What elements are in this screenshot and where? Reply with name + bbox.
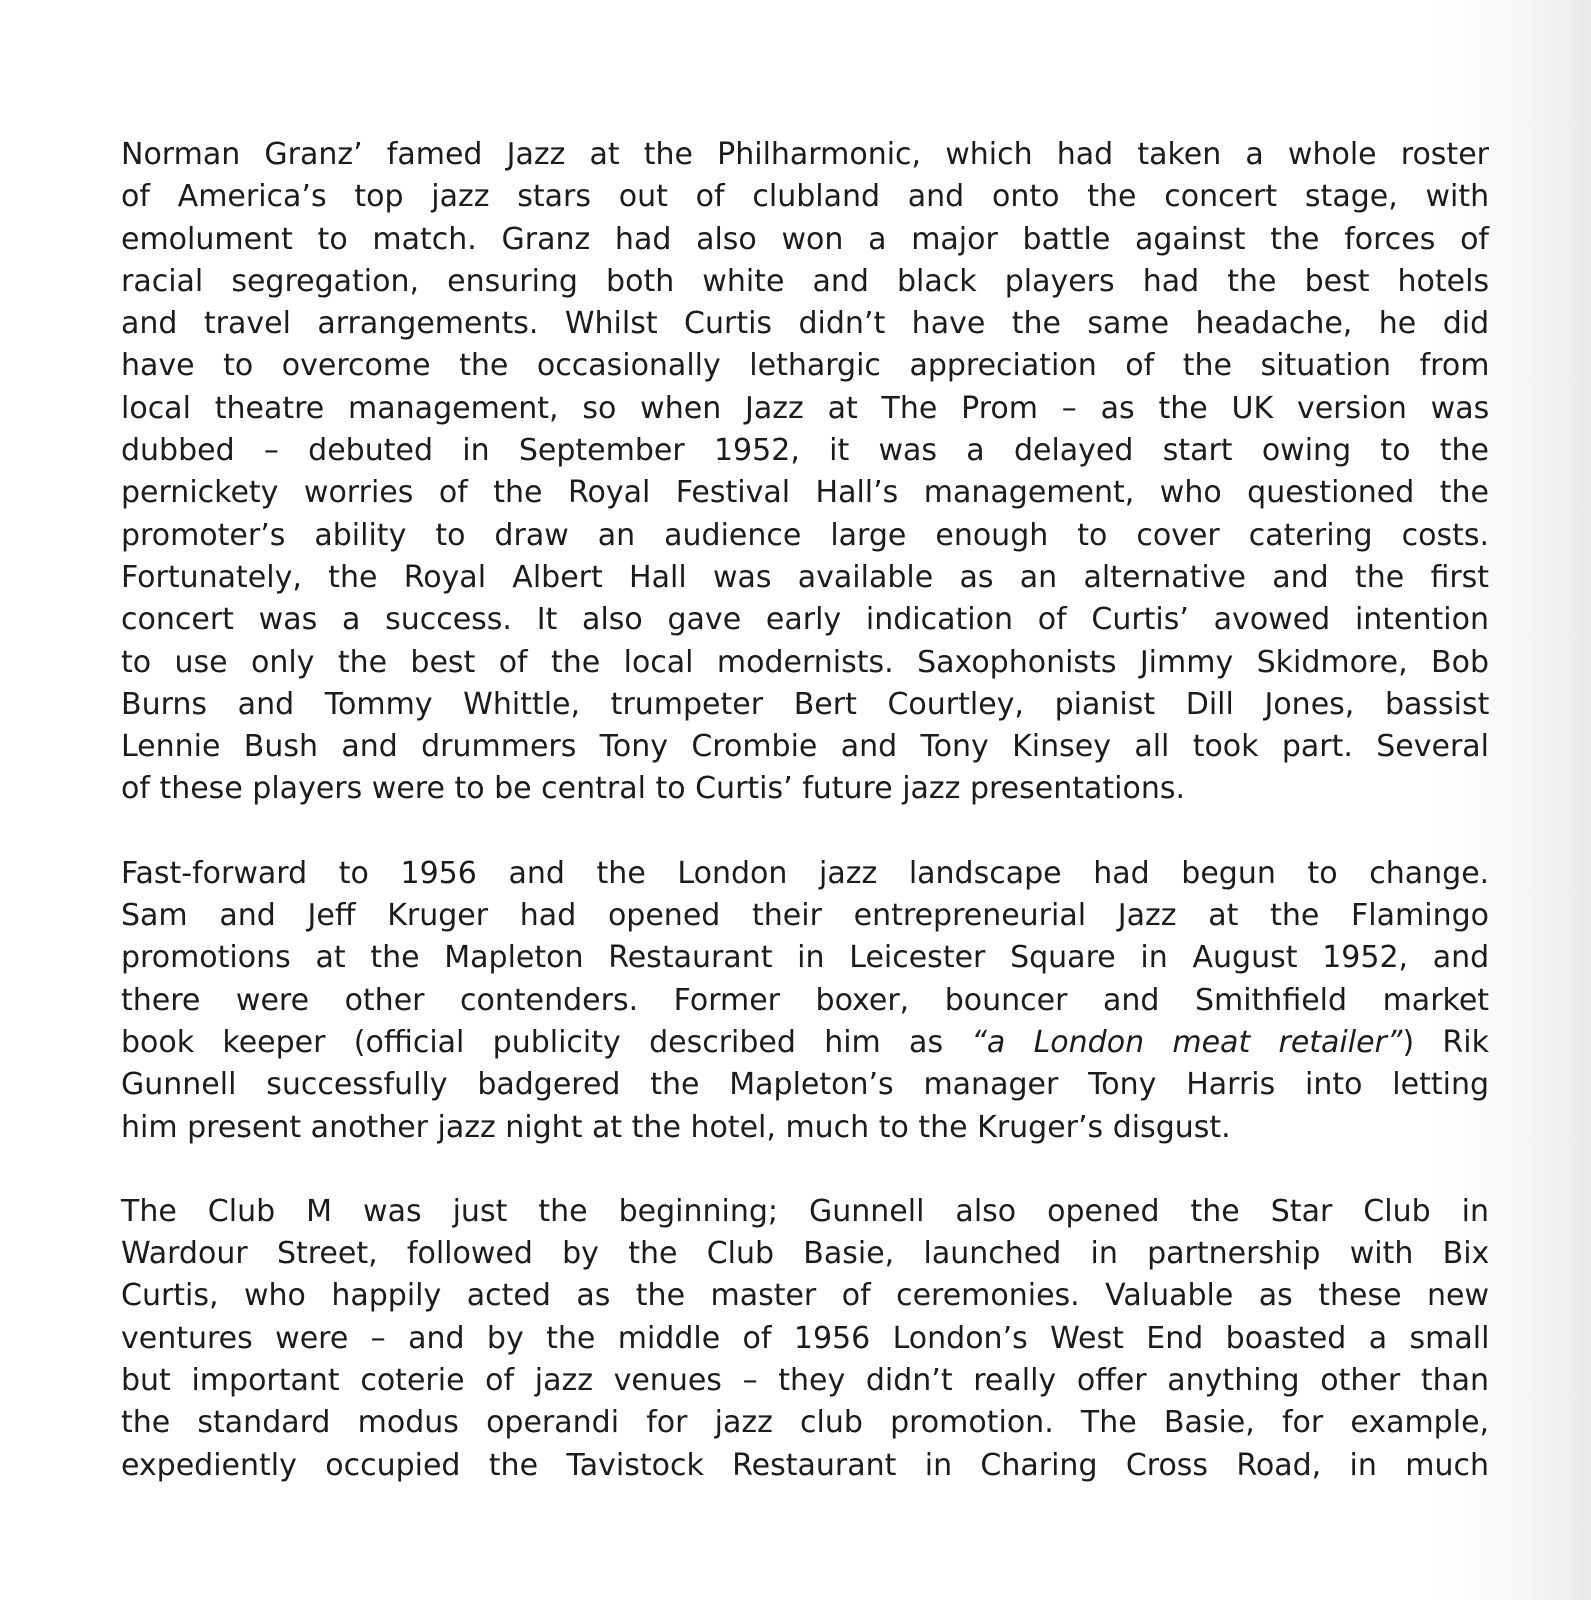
text-line: him present another jazz night at the hotel, much to the Kruger’s disgust. (121, 1109, 1231, 1145)
text-line-with-quote (121, 1022, 1489, 1064)
text-line: Wardour Street, followed by the Club Basie, launched in partnership with Bix (121, 1236, 1490, 1272)
text-line: ventures were – and by the middle of 1956 London’s West End boasted a small (121, 1320, 1490, 1356)
paragraph-3 (121, 1191, 1489, 1487)
body-text (121, 134, 1489, 1487)
text-fragment: ) Rik (1402, 1024, 1489, 1060)
text-line: local theatre management, so when Jazz at The Prom – as the UK version was (121, 390, 1490, 426)
text-line: Sam and Jeff Kruger had opened their entrepreneurial Jazz at the Flamingo (121, 898, 1489, 934)
text-line: but important coterie of jazz venues – they didn’t really offer anything other than (121, 1363, 1489, 1399)
text-line: have to overcome the occasionally lethargic appreciation of the situation from (121, 348, 1490, 384)
text-line: of America’s top jazz stars out of clubland and onto the concert stage, with (121, 179, 1490, 215)
text-line: of these players were to be central to Curtis’ future jazz presentations. (121, 771, 1186, 807)
text-line: Curtis, who happily acted as the master of ceremonies. Valuable as these new (121, 1278, 1490, 1314)
text-line: and travel arrangements. Whilst Curtis didn’t have the same headache, he did (121, 306, 1490, 342)
paragraph-1 (121, 134, 1489, 811)
quoted-phrase: “a London meat retailer” (971, 1024, 1403, 1060)
text-line: Norman Granz’ famed Jazz at the Philharmonic, which had taken a whole roster (121, 137, 1489, 172)
text-line: Fast-forward to 1956 and the London jazz landscape had begun to change. (121, 855, 1490, 891)
text-line: there were other contenders. Former boxer, bouncer and Smithfield market (121, 982, 1490, 1018)
text-line: racial segregation, ensuring both white and black players had the best hotels (121, 263, 1490, 299)
text-line: pernickety worries of the Royal Festival Hall’s management, who questioned the (121, 475, 1489, 511)
paragraph-2 (121, 853, 1489, 1149)
text-line: expediently occupied the Tavistock Restaurant in Charing Cross Road, in much (121, 1447, 1489, 1483)
text-fragment: book keeper (official publicity described him as (121, 1024, 972, 1060)
text-line: promotions at the Mapleton Restaurant in Leicester Square in August 1952, and (121, 940, 1490, 976)
text-line: emolument to match. Granz had also won a major battle against the forces of (121, 221, 1489, 257)
text-line: dubbed – debuted in September 1952, it was a delayed start owing to the (121, 433, 1489, 469)
text-line: to use only the best of the local modernists. Saxophonists Jimmy Skidmore, Bob (121, 644, 1489, 680)
text-line: concert was a success. It also gave early indication of Curtis’ avowed intention (121, 602, 1489, 638)
text-line: The Club M was just the beginning; Gunnell also opened the Star Club in (121, 1193, 1489, 1229)
text-line: promoter’s ability to draw an audience large enough to cover catering costs. (121, 517, 1489, 553)
text-line: Gunnell successfully badgered the Mapleton’s manager Tony Harris into letting (121, 1067, 1489, 1103)
text-line: Fortunately, the Royal Albert Hall was available as an alternative and the first (121, 559, 1490, 595)
text-line: the standard modus operandi for jazz club promotion. The Basie, for example, (121, 1405, 1490, 1441)
text-line: Burns and Tommy Whittle, trumpeter Bert Courtley, pianist Dill Jones, bassist (121, 686, 1490, 722)
text-line: Lennie Bush and drummers Tony Crombie and Tony Kinsey all took part. Several (121, 729, 1489, 765)
